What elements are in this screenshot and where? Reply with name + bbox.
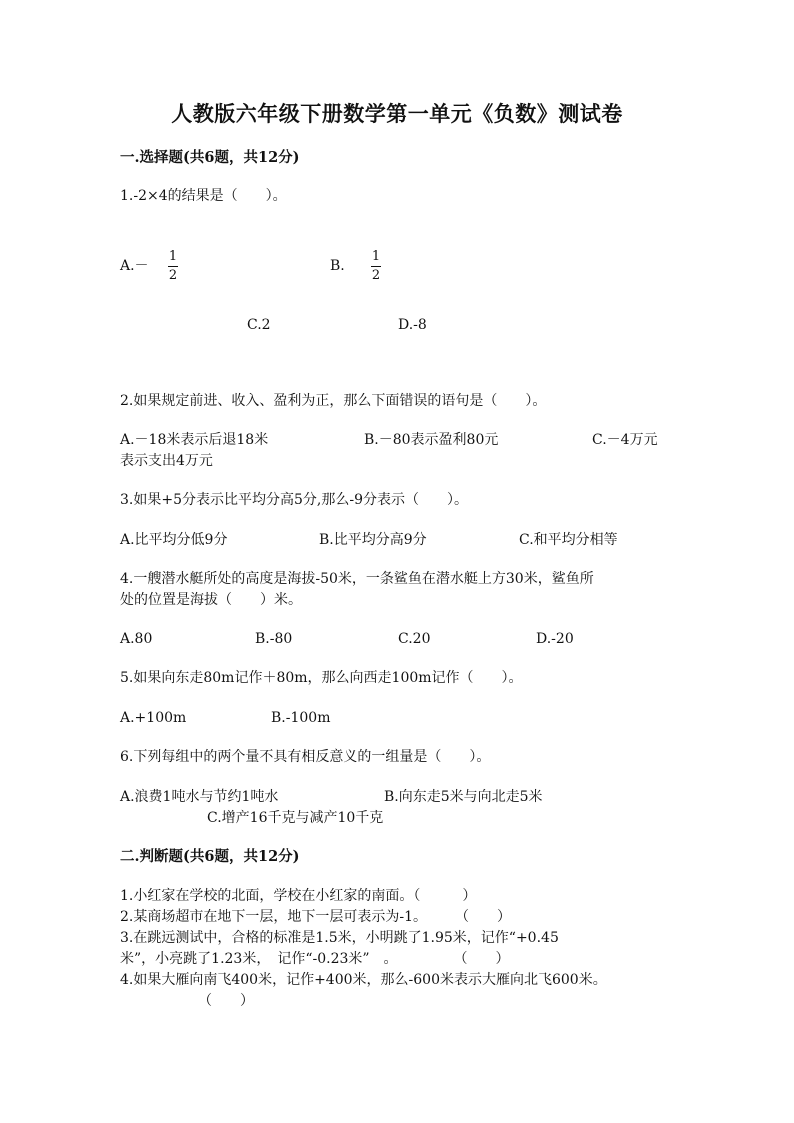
question-1-option-b-label: B.: [330, 258, 345, 274]
question-5-option-a: A.+100m: [120, 710, 187, 726]
section-heading-judgement: 二.判断题(共6题，共12分): [120, 848, 300, 865]
question-6-option-a: A.浪费1吨水与节约1吨水: [120, 789, 279, 805]
question-1-option-a-fraction: [168, 250, 178, 283]
question-6-option-c: C.增产16千克与减产10千克: [207, 810, 384, 826]
question-2-option-c-continued: 表示支出4万元: [120, 453, 213, 469]
question-6-option-b: B.向东走5米与向北走5米: [384, 789, 543, 805]
judgement-3-continued: 米”，小亮跳了1.23米， 记作“-0.23米” 。 （ ）: [120, 951, 510, 967]
question-1-option-d: D.-8: [398, 317, 427, 333]
question-4-option-d: D.-20: [536, 631, 574, 647]
section-heading-choice: 一.选择题(共6题，共12分): [120, 149, 300, 166]
question-4-option-a: A.80: [120, 631, 153, 647]
page-title: 人教版六年级下册数学第一单元《负数》测试卷: [171, 101, 623, 126]
fraction-bar: [371, 266, 381, 267]
judgement-1: 1.小红家在学校的北面，学校在小红家的南面。（ ）: [120, 888, 477, 904]
judgement-4: 4.如果大雁向南飞400米，记作+400米，那么-600米表示大雁向北飞600米。: [120, 972, 607, 988]
question-2-option-b: B.－80表示盈利80元: [364, 432, 499, 448]
question-6-stem: 6.下列每组中的两个量不具有相反意义的一组量是（ ）。: [120, 749, 491, 765]
judgement-2: 2.某商场超市在地下一层，地下一层可表示为-1。 （ ）: [120, 909, 511, 925]
judgement-4-continued: （ ）: [198, 993, 254, 1009]
question-1-stem: 1.-2×4的结果是（ ）。: [120, 188, 287, 204]
question-1-option-c: C.2: [247, 317, 271, 333]
fraction-denominator: 2: [371, 268, 381, 283]
question-5-option-b: B.-100m: [271, 710, 331, 726]
fraction-denominator: 2: [168, 268, 178, 283]
question-2-option-a: A.－18米表示后退18米: [120, 432, 269, 448]
question-4-stem: 4.一艘潜水艇所处的高度是海拔-50米，一条鲨鱼在潜水艇上方30米，鲨鱼所: [120, 571, 594, 587]
judgement-3: 3.在跳远测试中，合格的标准是1.5米，小明跳了1.95米，记作“+0.45: [120, 930, 559, 946]
question-4-option-c: C.20: [398, 631, 431, 647]
question-1-option-a-label: A.－: [120, 258, 149, 274]
fraction-bar: [168, 266, 178, 267]
question-3-option-b: B.比平均分高9分: [319, 532, 427, 548]
question-4-option-b: B.-80: [255, 631, 293, 647]
question-1-option-b-fraction: [371, 250, 381, 283]
question-3-option-a: A.比平均分低9分: [120, 532, 228, 548]
question-4-stem-continued: 处的位置是海拔（ ）米。: [120, 592, 302, 608]
question-2-stem: 2.如果规定前进、收入、盈利为正，那么下面错误的语句是（ ）。: [120, 393, 547, 409]
question-5-stem: 5.如果向东走80m记作＋80m，那么向西走100m记作（ ）。: [120, 670, 523, 686]
question-2-option-c: C.－4万元: [592, 432, 658, 448]
fraction-numerator: 1: [168, 249, 178, 264]
fraction-numerator: 1: [371, 249, 381, 264]
question-3-stem: 3.如果+5分表示比平均分高5分,那么-9分表示（ ）。: [120, 492, 468, 508]
question-3-option-c: C.和平均分相等: [519, 532, 618, 548]
